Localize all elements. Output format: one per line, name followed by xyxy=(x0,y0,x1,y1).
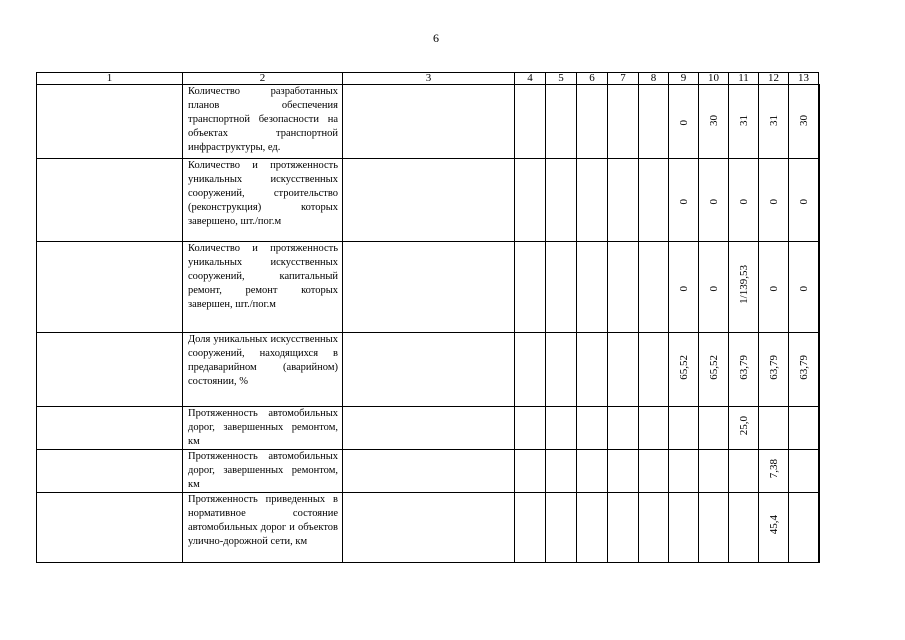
value-cell xyxy=(699,333,729,407)
value-cell xyxy=(819,450,820,493)
value-cell xyxy=(639,85,669,159)
value-cell xyxy=(515,159,546,242)
value-cell xyxy=(699,407,729,450)
value-cell xyxy=(608,242,639,333)
value-cell xyxy=(343,242,515,333)
table-row xyxy=(37,159,820,242)
cell-value: 0 xyxy=(797,198,810,204)
cell-value: 63,79 xyxy=(797,354,810,380)
indicator-table xyxy=(36,72,820,563)
indicator-description: Количество разработанных планов обеспечения транспортной безопасности на объектах транспортной инфраструктуры, ед. xyxy=(183,85,343,159)
column-header: 1 xyxy=(37,73,183,85)
value-cell xyxy=(639,493,669,563)
cell-value xyxy=(819,199,820,205)
value-cell xyxy=(608,407,639,450)
cell-value xyxy=(819,115,820,126)
value-cell xyxy=(819,407,820,450)
value-cell xyxy=(669,407,699,450)
value-cell xyxy=(759,407,789,450)
indicator-description: Доля уникальных искусственных сооружений, находящихся в предаварийном (аварийном) состоянии, % xyxy=(183,333,343,407)
value-cell xyxy=(577,85,608,159)
table-row xyxy=(37,407,820,450)
value-cell xyxy=(577,493,608,563)
page-number: 6 xyxy=(433,31,439,45)
value-cell xyxy=(759,85,789,159)
value-cell xyxy=(759,159,789,242)
column-header: 3 xyxy=(343,73,515,85)
value-cell xyxy=(729,493,759,563)
value-cell xyxy=(608,85,639,159)
value-cell xyxy=(577,242,608,333)
value-cell xyxy=(699,242,729,333)
value-cell xyxy=(789,450,819,493)
empty-cell xyxy=(37,242,183,333)
empty-cell xyxy=(37,407,183,450)
indicator-description: Протяженность автомобильных дорог, завершенных ремонтом, км xyxy=(183,407,343,450)
value-cell xyxy=(729,333,759,407)
cell-value: 0 xyxy=(707,285,720,291)
column-header: 11 xyxy=(729,73,759,85)
value-cell xyxy=(789,242,819,333)
cell-value: 30 xyxy=(797,114,810,126)
value-cell xyxy=(789,333,819,407)
value-cell xyxy=(608,159,639,242)
value-cell xyxy=(546,333,577,407)
value-cell xyxy=(343,159,515,242)
indicator-description: Количество и протяженность уникальных искусственных сооружений, строительство (реконструкция) которых завершено, шт./пог.м xyxy=(183,159,343,242)
indicator-description: Протяженность автомобильных дорог, завершенных ремонтом, км xyxy=(183,450,343,493)
value-cell xyxy=(546,407,577,450)
value-cell xyxy=(343,333,515,407)
table-row xyxy=(37,333,820,407)
value-cell xyxy=(669,493,699,563)
column-header: 7 xyxy=(608,73,639,85)
cell-value: 31 xyxy=(767,114,780,126)
value-cell xyxy=(608,333,639,407)
value-cell xyxy=(699,493,729,563)
cell-value: 1/139,53 xyxy=(737,265,750,304)
header-row xyxy=(37,73,820,85)
value-cell xyxy=(729,450,759,493)
cell-value: 25,0 xyxy=(737,415,750,436)
value-cell xyxy=(789,85,819,159)
cell-value: 63,79 xyxy=(767,354,780,380)
value-cell xyxy=(343,85,515,159)
value-cell xyxy=(343,450,515,493)
value-cell xyxy=(819,493,820,563)
cell-value: 63,79 xyxy=(737,354,750,380)
value-cell xyxy=(819,85,820,159)
column-header: 5 xyxy=(546,73,577,85)
value-cell xyxy=(789,407,819,450)
value-cell xyxy=(699,159,729,242)
cell-value xyxy=(819,286,820,292)
value-cell xyxy=(699,85,729,159)
empty-cell xyxy=(37,450,183,493)
empty-cell xyxy=(37,159,183,242)
cell-value xyxy=(819,355,820,380)
column-header: 13 xyxy=(789,73,819,85)
value-cell xyxy=(577,159,608,242)
value-cell xyxy=(546,493,577,563)
table-row xyxy=(37,85,820,159)
column-header: 8 xyxy=(639,73,669,85)
value-cell xyxy=(759,333,789,407)
empty-cell xyxy=(37,85,183,159)
value-cell xyxy=(669,85,699,159)
value-cell xyxy=(789,159,819,242)
value-cell xyxy=(759,242,789,333)
value-cell xyxy=(608,493,639,563)
cell-value: 65,52 xyxy=(677,354,690,380)
cell-value: 7,38 xyxy=(767,458,780,479)
column-header: 4 xyxy=(515,73,546,85)
value-cell xyxy=(608,450,639,493)
value-cell xyxy=(546,242,577,333)
value-cell xyxy=(546,85,577,159)
value-cell xyxy=(729,242,759,333)
value-cell xyxy=(699,450,729,493)
value-cell xyxy=(789,493,819,563)
value-cell xyxy=(515,493,546,563)
value-cell xyxy=(819,333,820,407)
value-cell xyxy=(669,159,699,242)
cell-value: 0 xyxy=(677,285,690,291)
value-cell xyxy=(639,450,669,493)
cell-value: 65,52 xyxy=(707,354,720,380)
value-cell xyxy=(639,159,669,242)
column-header: 6 xyxy=(577,73,608,85)
value-cell xyxy=(669,333,699,407)
value-cell xyxy=(639,407,669,450)
cell-value: 45,4 xyxy=(767,515,780,535)
value-cell xyxy=(729,85,759,159)
value-cell xyxy=(639,242,669,333)
indicator-description: Протяженность приведенных в нормативное состояние автомобильных дорог и объектов улично-дорожной сети, км xyxy=(183,493,343,563)
column-header: 10 xyxy=(699,73,729,85)
value-cell xyxy=(729,159,759,242)
value-cell xyxy=(546,450,577,493)
cell-value: 30 xyxy=(707,114,720,126)
cell-value: 0 xyxy=(767,198,780,204)
value-cell xyxy=(639,333,669,407)
table-row xyxy=(37,242,820,333)
cell-value: 0 xyxy=(677,120,690,126)
cell-value: 31 xyxy=(737,114,750,126)
value-cell xyxy=(343,493,515,563)
value-cell xyxy=(577,407,608,450)
column-header: 9 xyxy=(669,73,699,85)
value-cell xyxy=(343,407,515,450)
empty-cell xyxy=(37,333,183,407)
indicator-description: Количество и протяженность уникальных искусственных сооружений, капитальный ремонт, ремонт которых завершен, шт./пог.м xyxy=(183,242,343,333)
value-cell xyxy=(669,242,699,333)
cell-value: 0 xyxy=(707,198,720,204)
cell-value: 0 xyxy=(677,198,690,204)
value-cell xyxy=(515,333,546,407)
value-cell xyxy=(515,450,546,493)
value-cell xyxy=(819,242,820,333)
value-cell xyxy=(577,450,608,493)
value-cell xyxy=(515,407,546,450)
value-cell xyxy=(669,450,699,493)
value-cell xyxy=(546,159,577,242)
table-row xyxy=(37,450,820,493)
value-cell xyxy=(759,450,789,493)
value-cell xyxy=(515,242,546,333)
value-cell xyxy=(515,85,546,159)
value-cell xyxy=(759,493,789,563)
value-cell xyxy=(577,333,608,407)
table-row xyxy=(37,493,820,563)
cell-value: 0 xyxy=(737,198,750,204)
cell-value: 0 xyxy=(797,285,810,291)
empty-cell xyxy=(37,493,183,563)
cell-value: 0 xyxy=(767,285,780,291)
value-cell xyxy=(819,159,820,242)
value-cell xyxy=(729,407,759,450)
column-header: 2 xyxy=(183,73,343,85)
column-header: 12 xyxy=(759,73,789,85)
